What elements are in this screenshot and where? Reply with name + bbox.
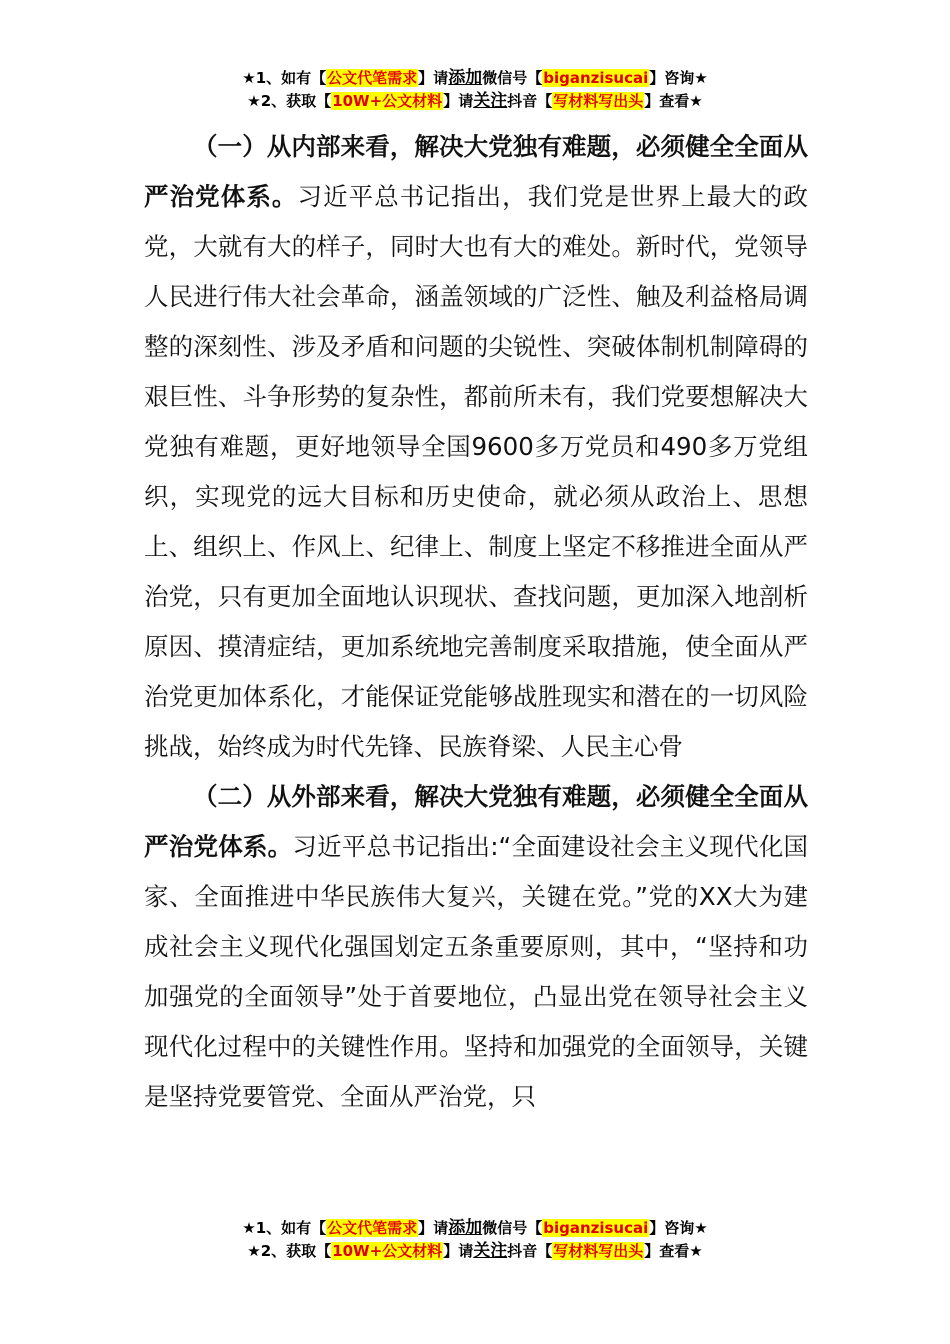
top-banner [0, 67, 950, 113]
banner-line-1: ★1、如有【公文代笔需求】请添加微信号【biganzisucai】咨询★ [242, 1218, 708, 1238]
banner-line-2: ★2、获取【10W+公文材料】请关注抖音【写材料写出头】查看★ [247, 91, 703, 111]
paragraph-1-body: 习近平总书记指出，我们党是世界上最大的政党，大就有大的样子，同时大也有大的难处。新时代，党领导人民进行伟大社会革命，涵盖领域的广泛性、触及利益格局调整的深刻性、涉及矛盾和问题的尖锐性、突破体制机制障碍的艰巨性、斗争形势的复杂性，都前所未有，我们党要想解决大党独有难题，更好地领导全国9600多万党员和490多万党组织，实现党的远大目标和历史使命，就必须从政治上、思想上、组织上、作风上、纪律上、制度上坚定不移推进全面从严治党，只有更加全面地认识现状、查找问题，更加深入地剖析原因、摸清症结，更加系统地完善制度采取措施，使全面从严治党更加体系化，才能保证党能够战胜现实和潜在的一切风险挑战，始终成为时代先锋、民族脊梁、人民主心骨 [144, 182, 809, 761]
highlight-douyin-id: 写材料写出头 [553, 92, 644, 110]
banner-line-2: ★2、获取【10W+公文材料】请关注抖音【写材料写出头】查看★ [247, 1241, 703, 1261]
paragraph-2 [144, 772, 808, 1122]
highlight-service: 公文代笔需求 [327, 1219, 418, 1237]
highlight-wechat-id: biganzisucai [543, 1219, 649, 1237]
paragraph-2-heading: （二）从外部来看，解决大党独有难题，必须健全全面从严治党体系。 [144, 782, 808, 861]
document-body [144, 122, 808, 1122]
highlight-service: 公文代笔需求 [327, 69, 418, 87]
bottom-banner [0, 1217, 950, 1263]
paragraph-2-body: 习近平总书记指出:“全面建设社会主义现代化国家、全面推进中华民族伟大复兴，关键在党。”党的XX大为建成社会主义现代化强国划定五条重要原则，其中，“坚持和功加强党的全面领导”处于首要地位，凸显出党在领导社会主义现代化过程中的关键性作用。坚持和加强党的全面领导，关键是坚持党要管党、全面从严治党，只 [144, 832, 809, 1111]
paragraph-1 [144, 122, 808, 772]
banner-line-1: ★1、如有【公文代笔需求】请添加微信号【biganzisucai】咨询★ [242, 68, 708, 88]
highlight-wechat-id: biganzisucai [543, 69, 649, 87]
paragraph-1-heading: （一）从内部来看，解决大党独有难题，必须健全全面从严治党体系。 [144, 132, 808, 211]
highlight-materials: 10W+公文材料 [332, 1242, 443, 1260]
highlight-materials: 10W+公文材料 [332, 92, 443, 110]
highlight-douyin-id: 写材料写出头 [553, 1242, 644, 1260]
